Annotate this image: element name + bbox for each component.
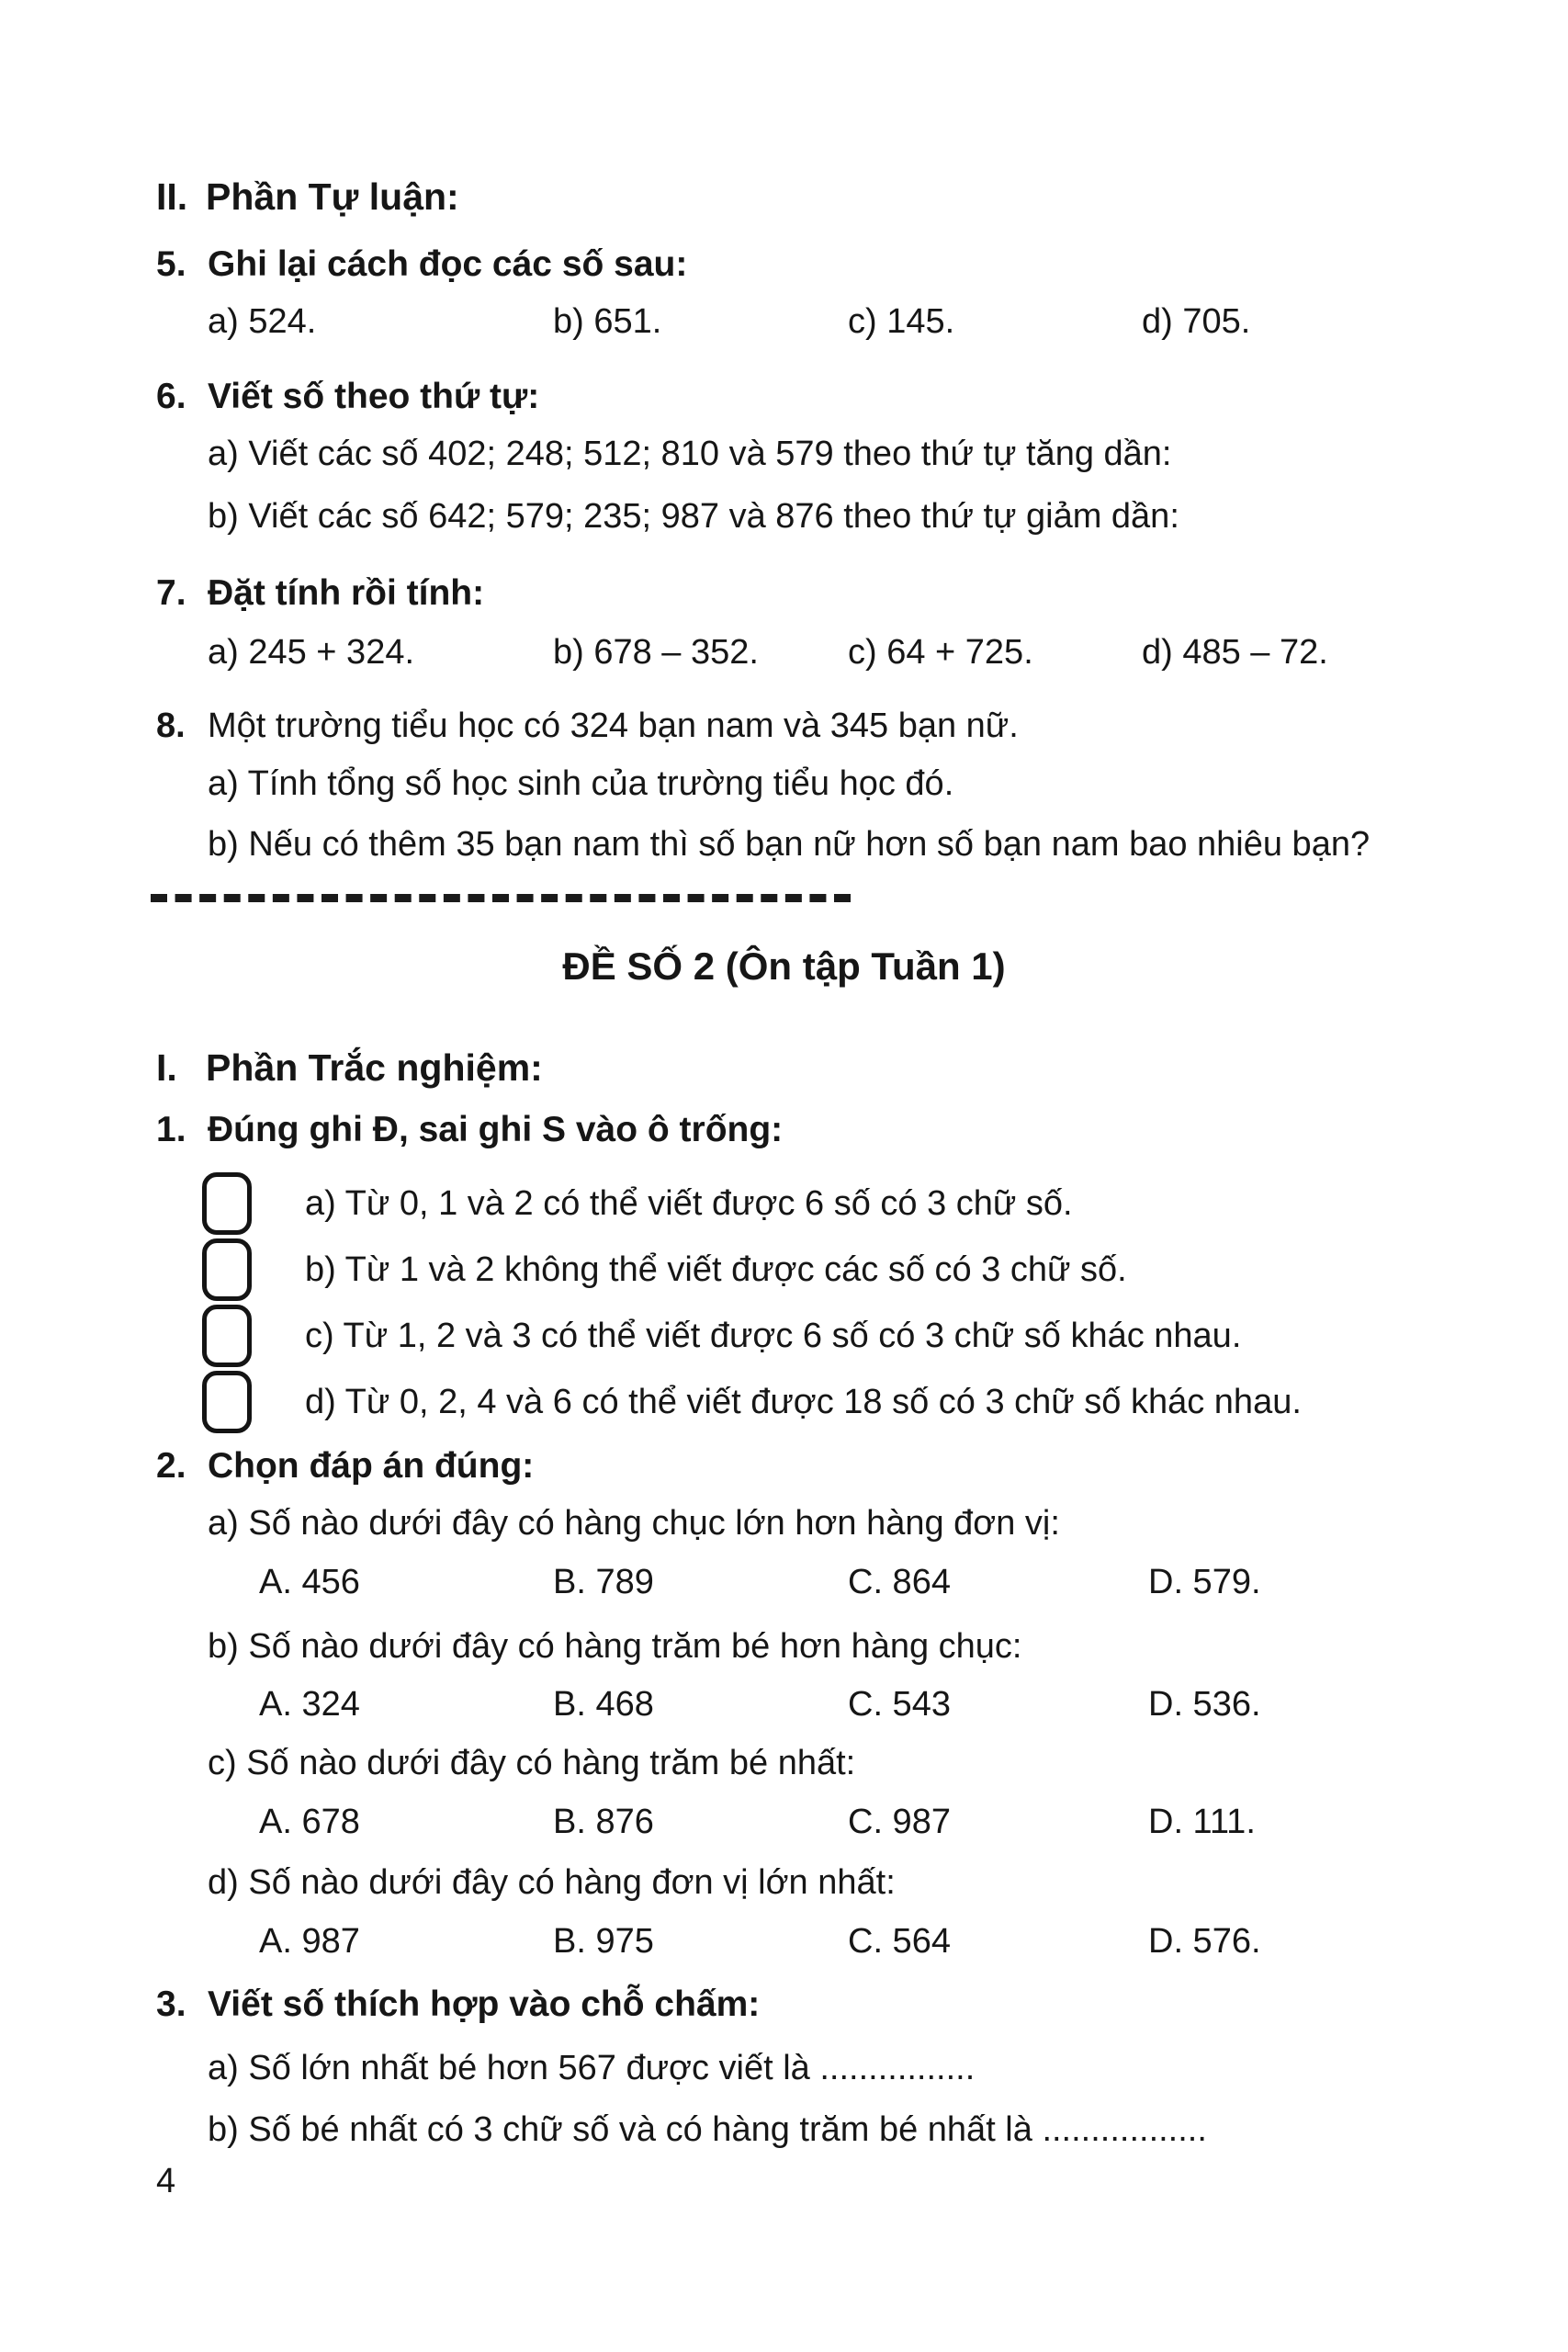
question-2-title	[156, 1444, 1495, 1488]
question-1-title	[156, 1108, 1495, 1152]
question-2d: d) Số nào dưới đây có hàng đơn vị lớn nhất:	[208, 1863, 896, 1902]
exam-title: ĐỀ SỐ 2 (Ôn tập Tuần 1)	[562, 944, 1006, 988]
option-b: b) 678 – 352.	[553, 633, 759, 672]
true-false-row	[156, 1369, 1495, 1435]
choices-row	[156, 1560, 1495, 1604]
option-d: d) 485 – 72.	[1142, 633, 1328, 672]
choice-d: D. 536.	[1148, 1685, 1261, 1724]
true-false-row	[156, 1237, 1495, 1303]
choice-a: A. 456	[259, 1563, 360, 1601]
choice-b: B. 876	[553, 1803, 654, 1841]
dashed-separator	[151, 894, 851, 902]
choice-c: C. 543	[848, 1685, 951, 1724]
statement-text: c) Từ 1, 2 và 3 có thể viết được 6 số có 3 chữ số khác nhau.	[305, 1317, 1242, 1355]
question-7-options-row	[156, 630, 1495, 674]
question-3b: b) Số bé nhất có 3 chữ số và có hàng trăm bé nhất là .................	[208, 2110, 1207, 2149]
section-heading-label: Phần Tự luận:	[206, 175, 459, 218]
question-intro-text: Một trường tiểu học có 324 bạn nam và 345 bạn nữ.	[208, 707, 1019, 745]
section-heading-trac-nghiem	[156, 1046, 1495, 1090]
choice-c: C. 987	[848, 1803, 951, 1841]
choices-row	[156, 1800, 1495, 1844]
question-2a: a) Số nào dưới đây có hàng chục lớn hơn hàng đơn vị:	[208, 1504, 1060, 1543]
true-false-row	[156, 1303, 1495, 1369]
question-title-text: Đặt tính rồi tính:	[208, 573, 485, 613]
question-number: 2.	[156, 1446, 186, 1486]
choices-row	[156, 1682, 1495, 1726]
question-number: 5.	[156, 244, 186, 284]
question-number: 6.	[156, 377, 186, 416]
answer-box[interactable]	[202, 1305, 252, 1367]
option-a: a) 524.	[208, 302, 317, 341]
question-6b: b) Viết các số 642; 579; 235; 987 và 876 theo thứ tự giảm dần:	[208, 497, 1179, 536]
section-heading-tu-luan	[156, 175, 1495, 219]
question-8-intro	[156, 704, 1495, 748]
choice-d: D. 576.	[1148, 1922, 1261, 1961]
question-8b: b) Nếu có thêm 35 bạn nam thì số bạn nữ hơn số bạn nam bao nhiêu bạn?	[208, 825, 1371, 864]
question-title-text: Đúng ghi Đ, sai ghi S vào ô trống:	[208, 1110, 784, 1149]
question-title-text: Viết số thích hợp vào chỗ chấm:	[208, 1984, 761, 2024]
statement-text: d) Từ 0, 2, 4 và 6 có thể viết được 18 số có 3 chữ số khác nhau.	[305, 1383, 1302, 1421]
choice-c: C. 864	[848, 1563, 951, 1601]
choice-c: C. 564	[848, 1922, 951, 1961]
question-7-title	[156, 571, 1495, 616]
question-number: 7.	[156, 573, 186, 613]
option-b: b) 651.	[553, 302, 662, 341]
true-false-row	[156, 1170, 1495, 1237]
question-number: 8.	[156, 707, 186, 745]
question-6-title	[156, 375, 1495, 419]
question-6a: a) Viết các số 402; 248; 512; 810 và 579 theo thứ tự tăng dần:	[208, 435, 1172, 473]
question-2b: b) Số nào dưới đây có hàng trăm bé hơn hàng chục:	[208, 1627, 1022, 1666]
option-c: c) 145.	[848, 302, 955, 341]
question-5-title	[156, 243, 1495, 287]
question-3-title	[156, 1983, 1495, 2027]
choice-a: A. 987	[259, 1922, 360, 1961]
answer-box[interactable]	[202, 1172, 252, 1235]
answer-box[interactable]	[202, 1238, 252, 1301]
section-numeral: II.	[156, 175, 188, 218]
statement-text: b) Từ 1 và 2 không thể viết được các số có 3 chữ số.	[305, 1250, 1127, 1289]
choices-row	[156, 1919, 1495, 1963]
answer-box[interactable]	[202, 1371, 252, 1433]
section-numeral: I.	[156, 1046, 177, 1089]
question-title-text: Chọn đáp án đúng:	[208, 1446, 535, 1486]
option-a: a) 245 + 324.	[208, 633, 415, 672]
choice-a: A. 678	[259, 1803, 360, 1841]
question-3a: a) Số lớn nhất bé hơn 567 được viết là ................	[208, 2049, 976, 2087]
question-8a: a) Tính tổng số học sinh của trường tiểu học đó.	[208, 764, 954, 803]
choice-d: D. 111.	[1148, 1803, 1256, 1841]
choice-b: B. 975	[553, 1922, 654, 1961]
question-2c: c) Số nào dưới đây có hàng trăm bé nhất:	[208, 1744, 856, 1782]
page-number: 4	[156, 2162, 176, 2200]
question-title-text: Ghi lại cách đọc các số sau:	[208, 244, 688, 284]
choice-b: B. 789	[553, 1563, 654, 1601]
statement-text: a) Từ 0, 1 và 2 có thể viết được 6 số có 3 chữ số.	[305, 1184, 1073, 1223]
choice-b: B. 468	[553, 1685, 654, 1724]
question-number: 1.	[156, 1110, 186, 1149]
question-title-text: Viết số theo thứ tự:	[208, 377, 540, 416]
question-number: 3.	[156, 1984, 186, 2024]
choice-a: A. 324	[259, 1685, 360, 1724]
section-heading-label: Phần Trắc nghiệm:	[206, 1046, 543, 1089]
option-d: d) 705.	[1142, 302, 1251, 341]
question-5-options-row	[156, 300, 1495, 344]
choice-d: D. 579.	[1148, 1563, 1261, 1601]
option-c: c) 64 + 725.	[848, 633, 1033, 672]
